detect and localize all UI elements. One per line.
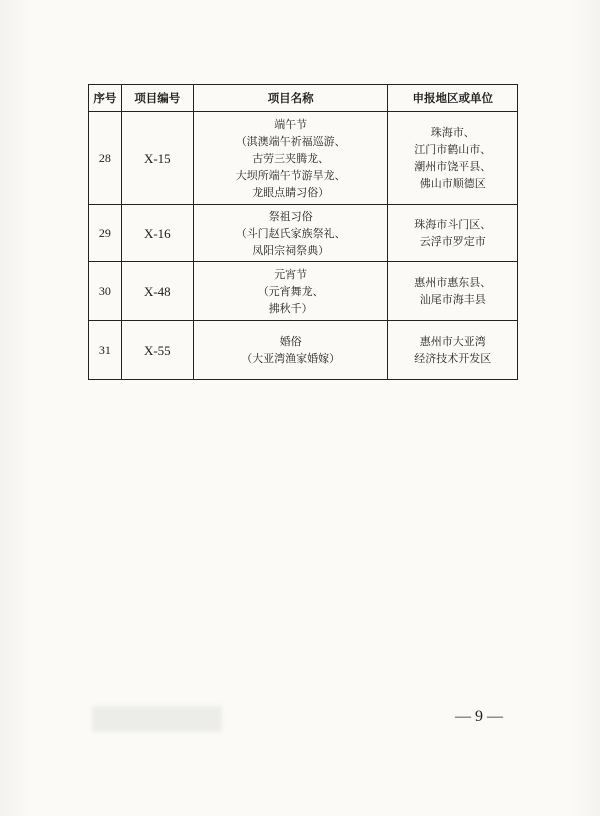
row-code: X-16: [121, 205, 193, 262]
row-seq: 30: [89, 262, 122, 321]
row-region: [388, 262, 518, 321]
table-header-row: [89, 85, 518, 112]
row-code: X-15: [121, 112, 193, 205]
name-line: 龙眼点睛习俗）: [252, 185, 330, 199]
region-line: 潮州市饶平县、: [414, 160, 492, 173]
row-code: X-55: [121, 321, 193, 380]
heritage-project-table: [88, 84, 518, 380]
name-line: （斗门赵氏家族祭礼、: [235, 226, 346, 240]
region-line: 珠海市斗门区、: [414, 218, 492, 231]
header-seq: 序号: [89, 85, 122, 112]
row-region: [388, 205, 518, 262]
table-row: [89, 112, 518, 205]
row-seq: 29: [89, 205, 122, 262]
row-region: [388, 112, 518, 205]
row-name: [193, 112, 388, 205]
region-line: 汕尾市海丰县: [419, 293, 486, 306]
region-line: 经济技术开发区: [414, 352, 492, 365]
name-line: 大坝所端午节游旱龙、: [235, 168, 346, 182]
header-code: 项目编号: [121, 85, 193, 112]
faint-bleed-through-mark: [92, 706, 222, 732]
region-line: 江门市鹤山市、: [414, 143, 492, 156]
name-line: 婚俗: [279, 335, 302, 348]
row-name: [193, 262, 388, 321]
name-line: （大亚湾渔家婚嫁）: [241, 352, 341, 365]
row-seq: 31: [89, 321, 122, 380]
region-line: 佛山市顺德区: [419, 177, 486, 190]
name-line: （元宵舞龙、: [257, 284, 324, 298]
name-line: 元宵节: [274, 267, 308, 281]
table-row: [89, 262, 518, 321]
row-name: [193, 321, 388, 380]
name-line: 拂秋千）: [268, 301, 313, 315]
region-line: 惠州市大亚湾: [419, 335, 486, 348]
region-line: 云浮市罗定市: [419, 235, 486, 248]
row-name: [193, 205, 388, 262]
name-line: （淇澳端午祈福巡游、: [235, 134, 346, 148]
name-line: 端午节: [274, 117, 308, 131]
row-region: [388, 321, 518, 380]
page-number: — 9 —: [455, 708, 503, 725]
row-code: X-48: [121, 262, 193, 321]
row-seq: 28: [89, 112, 122, 205]
table-row: [89, 321, 518, 380]
name-line: 祭祖习俗: [268, 209, 313, 223]
table-row: [89, 205, 518, 262]
header-region: 申报地区或单位: [388, 85, 518, 112]
region-line: 珠海市、: [430, 126, 475, 139]
header-name: 项目名称: [193, 85, 388, 112]
name-line: 凤阳宗祠祭典）: [252, 243, 330, 257]
region-line: 惠州市惠东县、: [414, 276, 492, 289]
name-line: 古劳三夹腾龙、: [252, 151, 330, 165]
